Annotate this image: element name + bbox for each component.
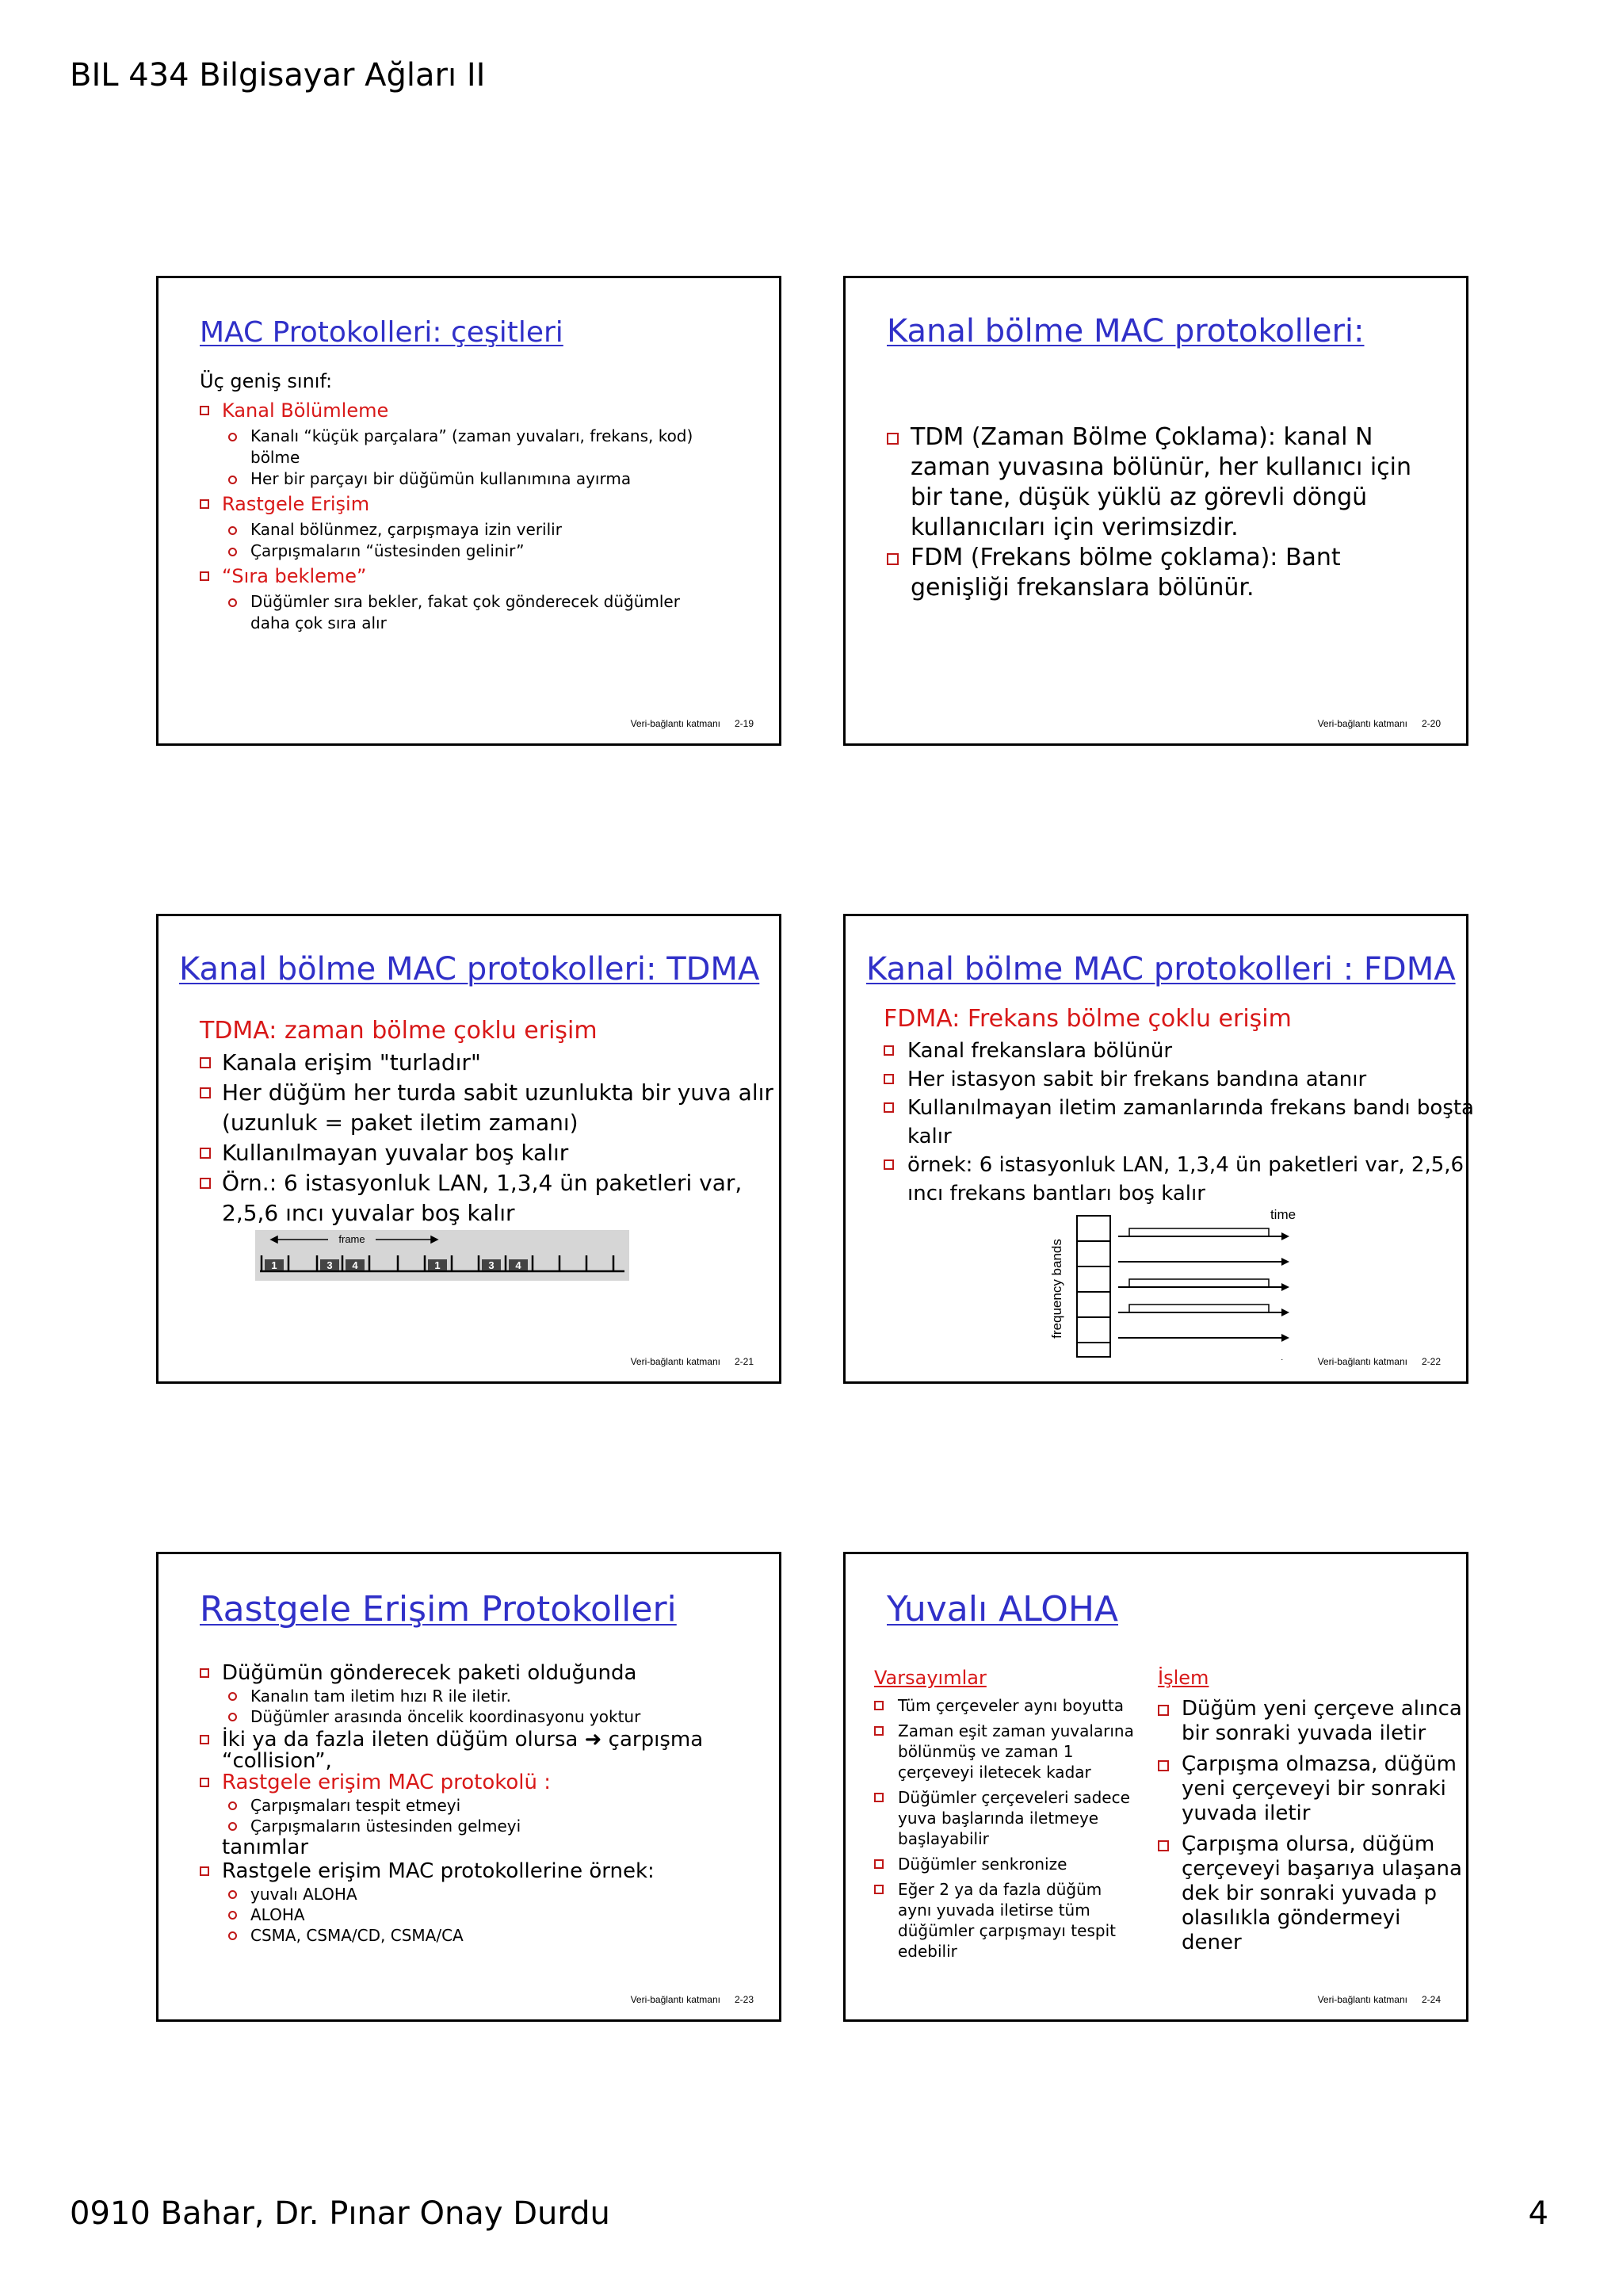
bullet-item xyxy=(884,1065,1474,1094)
bullet-continuation: düğümler çarpışmayı tespit xyxy=(898,1921,1116,1940)
page-header-title: BIL 434 Bilgisayar Ağları II xyxy=(70,57,486,94)
sub-bullet-item xyxy=(200,519,693,541)
square-bullet-icon xyxy=(884,1045,894,1056)
square-bullet-icon xyxy=(200,406,209,415)
sub-bullet-label: yuvalı ALOHA xyxy=(250,1885,357,1904)
page-number: 4 xyxy=(1528,2195,1549,2232)
bullet-continuation: aynı yuvada iletirse tüm xyxy=(898,1901,1090,1920)
bullet-continuation: dener xyxy=(1182,1931,1242,1954)
sub-bullet-item xyxy=(200,541,693,562)
bullet-item xyxy=(884,1151,1474,1179)
square-bullet-icon xyxy=(1158,1705,1169,1716)
slide-subtitle: TDMA: zaman bölme çoklu erişim xyxy=(200,1017,598,1045)
bullet-label: Rastgele erişim MAC protokolü : xyxy=(222,1771,551,1794)
bullet-label: örnek: 6 istasyonluk LAN, 1,3,4 ün paketleri var, 2,5,6 xyxy=(907,1153,1465,1177)
square-bullet-icon xyxy=(874,1701,884,1710)
slide-2-19 xyxy=(156,276,781,746)
bullet-continuation: bir sonraki yuvada iletir xyxy=(1182,1721,1426,1745)
slide-footer-label: Veri-bağlantı katmanı xyxy=(1317,1994,1407,2005)
bullet-continuation: genişliği frekanslara bölünür. xyxy=(911,574,1254,602)
circle-bullet-icon xyxy=(228,1890,237,1899)
bullet-item xyxy=(200,1078,773,1108)
bullet-continuation: başlayabilir xyxy=(898,1829,989,1848)
bullet-item xyxy=(200,1138,773,1168)
slide-footer xyxy=(631,1356,754,1367)
bullet-item xyxy=(884,1037,1474,1065)
slide-footer-label: Veri-bağlantı katmanı xyxy=(630,1356,720,1367)
bullet-continuation: kalır xyxy=(907,1125,952,1148)
slot-label: 4 xyxy=(515,1259,521,1271)
fdma-bands-diagram xyxy=(1044,1201,1313,1360)
bullet-label: Kanal Bölümleme xyxy=(222,399,389,422)
bullet-label: Düğümler çerçeveleri sadece xyxy=(898,1788,1130,1807)
bullet-label: Kanala erişim "turladır" xyxy=(222,1049,481,1075)
band-arrow-head xyxy=(1281,1334,1289,1342)
slide-2-23 xyxy=(156,1552,781,2022)
slide-2-22 xyxy=(843,914,1474,1384)
square-bullet-icon xyxy=(200,499,209,509)
sub-bullet-item xyxy=(200,1706,703,1727)
bullet-label: Rastgele erişim MAC protokollerine örnek: xyxy=(222,1859,655,1883)
bullet-item xyxy=(1158,1832,1462,1857)
intro-text: Üç geniş sınıf: xyxy=(200,370,333,392)
slot-label: 1 xyxy=(434,1259,441,1271)
bullet-label: Eğer 2 ya da fazla düğüm xyxy=(898,1880,1102,1899)
slot-label: 4 xyxy=(352,1259,358,1271)
sub-bullet-label: CSMA, CSMA/CD, CSMA/CA xyxy=(250,1926,464,1945)
sub-bullet-item xyxy=(200,1795,703,1816)
square-bullet-icon xyxy=(884,1102,894,1113)
sub-bullet-label: Düğümler sıra bekler, fakat çok gönderecek düğümler xyxy=(250,592,680,611)
circle-bullet-icon xyxy=(228,1931,237,1940)
band-arrow-head xyxy=(1281,1258,1289,1266)
slide-footer-label: Veri-bağlantı katmanı xyxy=(630,1994,720,2005)
slide-footer xyxy=(1318,1356,1441,1367)
time-axis-label: time xyxy=(1270,1207,1296,1222)
circle-bullet-icon xyxy=(228,1713,237,1721)
band-cell xyxy=(1077,1241,1110,1266)
bullet-continuation: çerçeveyi başarıya ulaşana xyxy=(1182,1857,1462,1881)
sub-bullet-item xyxy=(200,1904,703,1925)
band-cell xyxy=(1077,1317,1110,1343)
bullet-label: Çarpışma olmazsa, düğüm xyxy=(1182,1752,1457,1776)
square-bullet-icon xyxy=(887,553,899,565)
slide-number: 2-20 xyxy=(1421,718,1441,729)
sub-bullet-label: Çarpışmaların üstesinden gelmeyi xyxy=(250,1817,521,1836)
square-bullet-icon xyxy=(200,1735,209,1744)
bullet-item xyxy=(874,1695,1134,1716)
sub-bullet-label: ALOHA xyxy=(250,1905,305,1924)
bullet-label: FDM (Frekans bölme çoklama): Bant xyxy=(911,544,1341,571)
bullet-item xyxy=(200,396,693,426)
square-bullet-icon xyxy=(200,1778,209,1787)
bullet-label: Düğüm yeni çerçeve alınca xyxy=(1182,1697,1462,1721)
circle-bullet-icon xyxy=(228,526,237,535)
circle-bullet-icon xyxy=(228,1692,237,1701)
square-bullet-icon xyxy=(884,1074,894,1084)
bullet-continuation: çerçeveyi iletecek kadar xyxy=(898,1763,1091,1782)
bullet-label: İki ya da fazla ileten düğüm olursa ➜ çarpışma xyxy=(222,1728,704,1752)
square-bullet-icon xyxy=(200,571,209,581)
bullet-item xyxy=(200,1660,703,1686)
frame-label: frame xyxy=(338,1233,365,1245)
bullet-item xyxy=(200,562,693,591)
circle-bullet-icon xyxy=(228,1801,237,1810)
sub-bullet-item xyxy=(200,1925,703,1946)
sub-bullet-item xyxy=(200,1816,703,1836)
band-arrow-head xyxy=(1281,1232,1289,1240)
square-bullet-icon xyxy=(884,1159,894,1170)
bullet-item xyxy=(200,490,693,519)
slide-title: Yuvalı ALOHA xyxy=(887,1589,1119,1629)
band-arrow-head xyxy=(1281,1359,1289,1360)
bullet-continuation: edebilir xyxy=(898,1942,957,1961)
bullet-label: Kanal frekanslara bölünür xyxy=(907,1039,1173,1063)
slot-label: 3 xyxy=(327,1259,333,1271)
band-arrows xyxy=(1118,1228,1289,1360)
slide-subtitle: FDMA: Frekans bölme çoklu erişim xyxy=(884,1005,1292,1033)
bullet-label: TDM (Zaman Bölme Çoklama): kanal N xyxy=(911,423,1373,451)
sub-bullet-label: Kanal bölünmez, çarpışmaya izin verilir xyxy=(250,520,562,539)
slide-number: 2-21 xyxy=(734,1356,754,1367)
sub-bullet-item xyxy=(200,591,693,613)
assumptions-list xyxy=(874,1695,1134,1962)
circle-bullet-icon xyxy=(228,476,237,484)
bullet-label: Örn.: 6 istasyonluk LAN, 1,3,4 ün paketleri var, xyxy=(222,1170,743,1196)
bullet-continuation: 2,5,6 ıncı yuvalar boş kalır xyxy=(222,1200,515,1226)
slide-body xyxy=(200,367,693,634)
bullet-item xyxy=(874,1879,1134,1900)
bullet-item xyxy=(874,1787,1134,1808)
bullet-item xyxy=(200,1859,703,1884)
slide-title: Kanal bölme MAC protokolleri : FDMA xyxy=(866,951,1456,988)
bullet-label: Çarpışma olursa, düğüm xyxy=(1182,1832,1435,1856)
bullet-item xyxy=(874,1721,1134,1741)
square-bullet-icon xyxy=(874,1793,884,1802)
slide-body xyxy=(887,422,1411,603)
bullet-continuation: yuva başlarında iletmeye xyxy=(898,1809,1099,1828)
bullet-continuation: kullanıcıları için verimsizdir. xyxy=(911,514,1239,541)
bullet-item xyxy=(1158,1752,1462,1777)
sub-bullet-item xyxy=(200,1884,703,1904)
diagram-background xyxy=(255,1230,629,1281)
sub-bullet-label: Çarpışmaları tespit etmeyi xyxy=(250,1796,461,1815)
slide-footer xyxy=(1318,1994,1441,2005)
bullet-label: Zaman eşit zaman yuvalarına xyxy=(898,1721,1134,1740)
bullet-label: Düğümler senkronize xyxy=(898,1855,1067,1874)
slide-body xyxy=(884,1005,1474,1208)
slide-title: Kanal bölme MAC protokolleri: TDMA xyxy=(179,951,760,988)
bullet-label: Rastgele Erişim xyxy=(222,493,370,515)
bullet-item xyxy=(200,1168,773,1198)
square-bullet-icon xyxy=(874,1726,884,1736)
operation-heading: İşlem xyxy=(1158,1667,1209,1689)
slide-footer-label: Veri-bağlantı katmanı xyxy=(1317,718,1407,729)
bullet-label: Tüm çerçeveler aynı boyutta xyxy=(898,1696,1125,1715)
band-cell xyxy=(1077,1292,1110,1317)
sub-bullet-continuation: daha çok sıra alır xyxy=(250,613,387,632)
sub-bullet-item xyxy=(200,1686,703,1706)
slide-footer xyxy=(631,718,754,729)
square-bullet-icon xyxy=(874,1859,884,1869)
bullet-continuation: bir tane, düşük yüklü az görevli döngü xyxy=(911,483,1368,511)
sub-bullet-item xyxy=(200,468,693,490)
bullet-label: Düğümün gönderecek paketi olduğunda xyxy=(222,1661,637,1685)
sub-bullet-continuation: bölme xyxy=(250,448,300,467)
band-occupied xyxy=(1129,1228,1269,1236)
frequency-axis-label: frequency bands xyxy=(1049,1239,1064,1339)
slide-number: 2-23 xyxy=(734,1994,754,2005)
bullet-continuation: (uzunluk = paket iletim zamanı) xyxy=(222,1110,579,1136)
bullet-continuation: yuvada iletir xyxy=(1182,1801,1311,1825)
slide-body xyxy=(200,1660,703,1946)
bullet-continuation: tanımlar xyxy=(222,1836,309,1859)
slot-label: 3 xyxy=(488,1259,495,1271)
circle-bullet-icon xyxy=(228,1911,237,1920)
page-footer-text: 0910 Bahar, Dr. Pınar Onay Durdu xyxy=(70,2195,610,2232)
slide-2-21 xyxy=(156,914,781,1384)
slide-footer-label: Veri-bağlantı katmanı xyxy=(630,718,720,729)
bullet-item xyxy=(887,543,1411,573)
sub-bullet-label: Her bir parçayı bir düğümün kullanımına ayırma xyxy=(250,469,632,488)
circle-bullet-icon xyxy=(228,548,237,556)
sub-bullet-item xyxy=(200,426,693,447)
sub-bullet-label: Kanalı “küçük parçalara” (zaman yuvaları, frekans, kod) xyxy=(250,426,693,445)
slide-body xyxy=(200,1016,773,1228)
slide-footer xyxy=(1318,718,1441,729)
square-bullet-icon xyxy=(887,433,899,445)
bullet-item xyxy=(1158,1697,1462,1721)
band-cell xyxy=(1077,1343,1110,1357)
circle-bullet-icon xyxy=(228,598,237,607)
slide-footer-label: Veri-bağlantı katmanı xyxy=(1317,1356,1407,1367)
bullet-item xyxy=(200,1048,773,1078)
bullet-item xyxy=(887,422,1411,453)
tdma-frame-diagram xyxy=(255,1230,629,1281)
square-bullet-icon xyxy=(200,1668,209,1678)
band-cell xyxy=(1077,1216,1110,1241)
bullet-continuation: bölünmüş ve zaman 1 xyxy=(898,1742,1074,1761)
band-arrow-head xyxy=(1281,1308,1289,1316)
square-bullet-icon xyxy=(200,1087,211,1098)
slot-label: 1 xyxy=(271,1259,277,1271)
slide-number: 2-22 xyxy=(1421,1356,1441,1367)
bullet-item xyxy=(884,1094,1474,1122)
bullet-continuation: zaman yuvasına bölünür, her kullanıcı için xyxy=(911,453,1412,481)
assumptions-heading: Varsayımlar xyxy=(874,1667,987,1689)
bullet-label: “Sıra bekleme” xyxy=(222,565,367,587)
square-bullet-icon xyxy=(200,1148,211,1159)
band-arrow-head xyxy=(1281,1283,1289,1291)
circle-bullet-icon xyxy=(228,1822,237,1831)
slide-number: 2-24 xyxy=(1421,1994,1441,2005)
slide-2-24 xyxy=(843,1552,1468,2022)
band-cell xyxy=(1077,1266,1110,1292)
bullet-item xyxy=(200,1770,703,1795)
bullet-label: Her istasyon sabit bir frekans bandına atanır xyxy=(907,1068,1367,1091)
bullet-continuation: ıncı frekans bantları boş kalır xyxy=(907,1182,1205,1205)
square-bullet-icon xyxy=(874,1885,884,1894)
sub-bullet-label: Kanalın tam iletim hızı R ile iletir. xyxy=(250,1687,511,1706)
slide-footer xyxy=(631,1994,754,2005)
square-bullet-icon xyxy=(1158,1760,1169,1771)
circle-bullet-icon xyxy=(228,433,237,441)
bullet-continuation: olasılıkla göndermeyi xyxy=(1182,1906,1401,1930)
slide-title: Rastgele Erişim Protokolleri xyxy=(200,1589,677,1629)
bullet-continuation: dek bir sonraki yuvada p xyxy=(1182,1881,1437,1905)
slide-number: 2-19 xyxy=(734,718,754,729)
bullet-label: Her düğüm her turda sabit uzunlukta bir yuva alır xyxy=(222,1079,773,1106)
sub-bullet-label: Düğümler arasında öncelik koordinasyonu yoktur xyxy=(250,1707,641,1726)
bullet-label: Kullanılmayan yuvalar boş kalır xyxy=(222,1140,569,1166)
bullet-continuation: yeni çerçeveyi bir sonraki xyxy=(1182,1777,1446,1801)
band-occupied xyxy=(1129,1305,1269,1312)
bullet-item xyxy=(874,1854,1134,1874)
bullet-continuation: “collision”, xyxy=(222,1749,332,1773)
square-bullet-icon xyxy=(200,1057,211,1068)
slide-2-20 xyxy=(843,276,1468,746)
square-bullet-icon xyxy=(200,1178,211,1189)
slide-title: Kanal bölme MAC protokolleri: xyxy=(887,313,1365,350)
square-bullet-icon xyxy=(1158,1840,1169,1851)
band-occupied xyxy=(1129,1279,1269,1287)
bullet-label: Kullanılmayan iletim zamanlarında frekans bandı boşta xyxy=(907,1096,1474,1120)
square-bullet-icon xyxy=(200,1866,209,1876)
operation-list xyxy=(1158,1697,1462,1955)
sub-bullet-label: Çarpışmaların “üstesinden gelinir” xyxy=(250,541,525,560)
slide-title: MAC Protokolleri: çeşitleri xyxy=(200,316,563,349)
